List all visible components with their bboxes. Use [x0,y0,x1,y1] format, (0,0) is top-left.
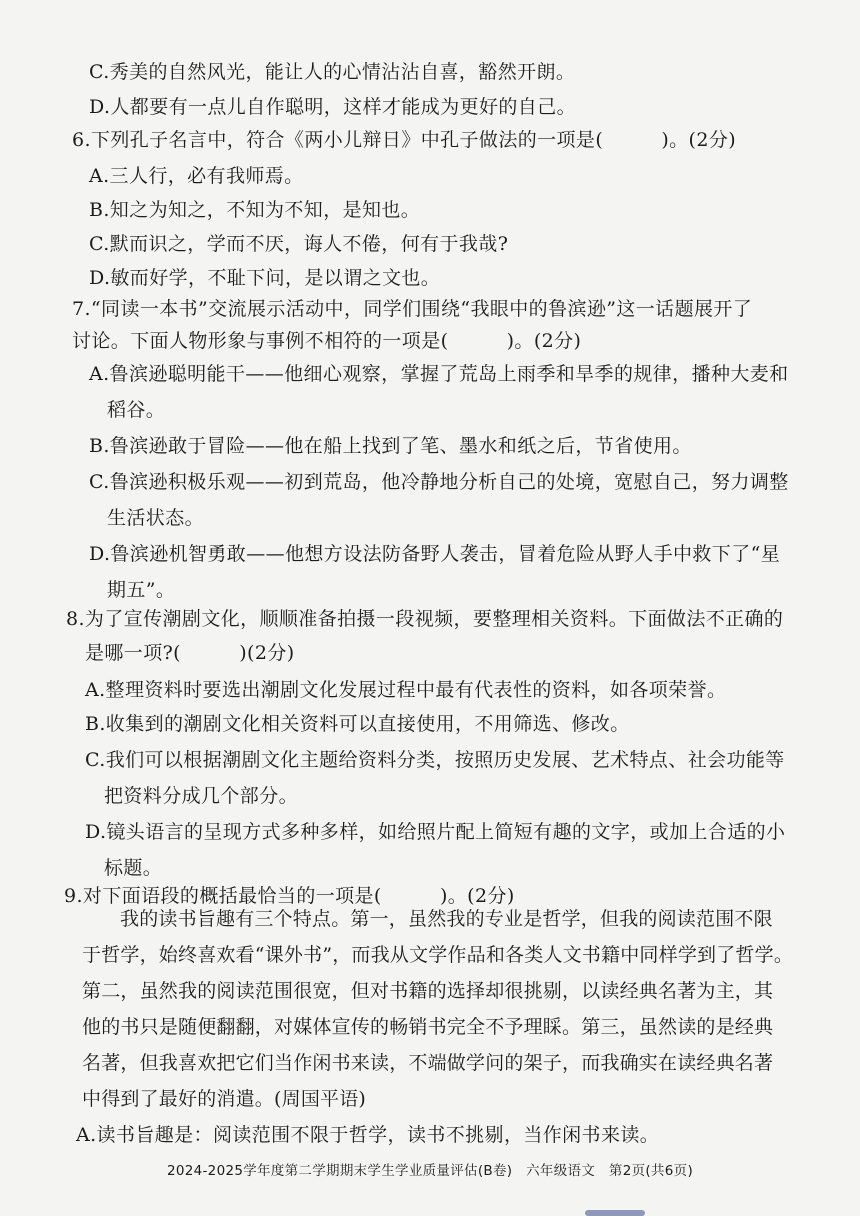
ink-smudge [585,1210,645,1216]
q9-stem: 9.对下面语段的概括最恰当的一项是( )。(2分) [64,885,515,907]
q7-option-d-line2: 期五”。 [107,579,176,601]
q9-passage-line5: 名著，但我喜欢把它们当作闲书来读，不端做学问的架子，而我确实在读经典名著 [82,1052,774,1074]
q8-option-d-line1: D.镜头语言的呈现方式多种多样，如给照片配上简短有趣的文字，或加上合适的小 [85,821,786,843]
q9-passage-line6: 中得到了最好的消遣。(周国平语) [82,1088,367,1110]
q9-passage-line4: 他的书只是随便翻翻，对媒体宣传的畅销书完全不予理睬。第三，虽然读的是经典 [82,1016,774,1038]
q5-option-c: C.秀美的自然风光，能让人的心情沾沾自喜，豁然开朗。 [89,61,576,83]
q8-option-b: B.收集到的潮剧文化相关资料可以直接使用，不用筛选、修改。 [85,713,630,735]
q7-option-d-line1: D.鲁滨逊机智勇敢——他想方设法防备野人袭击，冒着危险从野人手中救下了“星 [89,543,781,565]
q8-option-a: A.整理资料时要选出潮剧文化发展过程中最有代表性的资料，如各项荣誉。 [85,679,727,701]
q7-option-a-line2: 稻谷。 [107,399,166,421]
q8-stem-line1: 8.为了宣传潮剧文化，顺顺准备拍摄一段视频，要整理相关资料。下面做法不正确的 [66,608,784,630]
q7-stem-line2: 讨论。下面人物形象与事例不相符的一项是( )。(2分) [72,330,582,352]
q6-option-b: B.知之为知之，不知为不知，是知也。 [89,199,421,221]
q6-option-c: C.默而识之，学而不厌，诲人不倦，何有于我哉? [89,233,509,255]
q8-option-d-line2: 标题。 [104,857,163,879]
q6-stem: 6.下列孔子名言中，符合《两小儿辩日》中孔子做法的一项是( )。(2分) [72,129,737,151]
page-footer: 2024-2025学年度第二学期期末学生学业质量评估(B卷) 六年级语文 第2页(共6页) [166,1163,694,1179]
q7-option-c-line1: C.鲁滨逊积极乐观——初到荒岛，他冷静地分析自己的处境，宽慰自己，努力调整 [89,471,789,493]
q8-option-c-line1: C.我们可以根据潮剧文化主题给资料分类，按照历史发展、艺术特点、社会功能等 [85,749,785,771]
q9-passage-line1: 我的读书旨趣有三个特点。第一，虽然我的专业是哲学，但我的阅读范围不限 [120,908,773,930]
q7-option-b: B.鲁滨逊敢于冒险——他在船上找到了笔、墨水和纸之后，节省使用。 [89,435,692,457]
q7-option-c-line2: 生活状态。 [107,507,205,529]
q9-passage-line2: 于哲学，始终喜欢看“课外书”，而我从文学作品和各类人文书籍中同样学到了哲学。 [82,944,794,966]
q7-option-a-line1: A.鲁滨逊聪明能干——他细心观察，掌握了荒岛上雨季和旱季的规律，播种大麦和 [89,363,789,385]
q8-stem-line2: 是哪一项?( )(2分) [85,642,295,664]
q5-option-d: D.人都要有一点儿自作聪明，这样才能成为更好的自己。 [89,96,576,118]
q6-option-d: D.敏而好学，不耻下问，是以谓之文也。 [89,267,441,289]
q6-option-a: A.三人行，必有我师焉。 [89,165,304,187]
q9-passage-line3: 第二，虽然我的阅读范围很宽，但对书籍的选择却很挑剔，以读经典名著为主，其 [82,980,774,1002]
q8-option-c-line2: 把资料分成几个部分。 [104,785,299,807]
q9-option-a: A.读书旨趣是：阅读范围不限于哲学，读书不挑剔，当作闲书来读。 [76,1124,660,1146]
q7-stem-line1: 7.“同读一本书”交流展示活动中，同学们围绕“我眼中的鲁滨逊”这一话题展开了 [72,298,753,320]
